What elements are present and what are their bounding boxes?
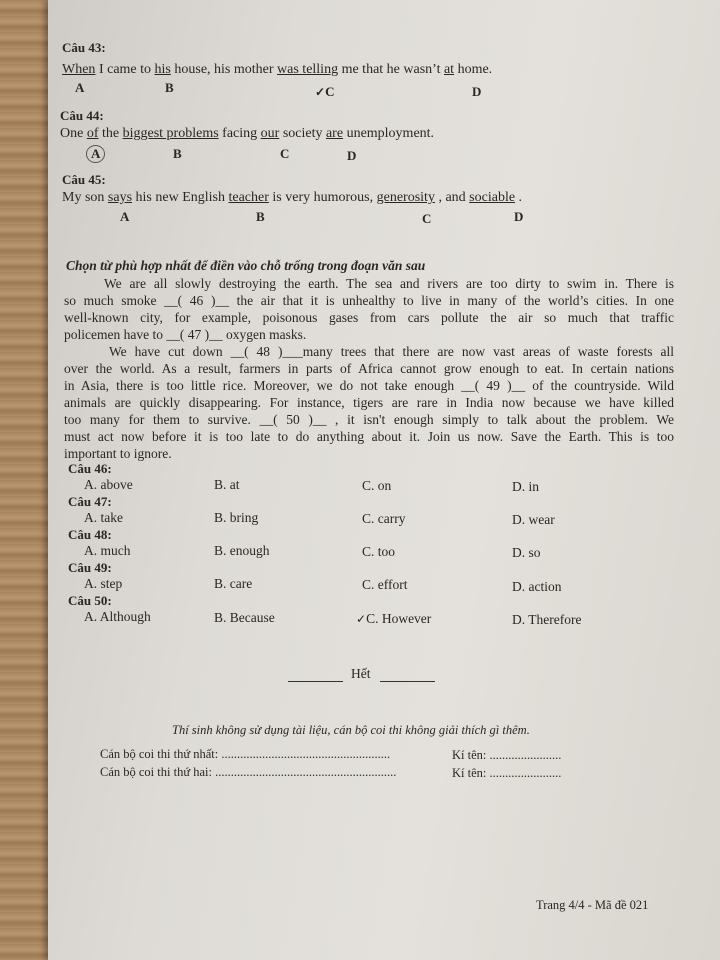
passage-heading: Chọn từ phù hợp nhất để điền vào chỗ trống trong đoạn văn sau xyxy=(66,258,426,273)
q43-option-b[interactable]: B xyxy=(165,80,174,95)
page-number: Trang 4/4 - Mã đề 021 xyxy=(536,898,649,912)
q45-text: , and xyxy=(434,190,470,205)
end-marker: Hết xyxy=(351,666,371,681)
q47-label: Câu 47: xyxy=(68,494,112,509)
passage-line: too many for them to survive. __( 50 )__ , it isn't enough simply to talk about the problem. We xyxy=(64,412,674,427)
proctor-2-signature: Kí tên: ....................... xyxy=(452,766,562,780)
q50-option-b[interactable]: B. Because xyxy=(214,610,275,625)
q44-part-a: of xyxy=(86,126,99,141)
q47-option-b[interactable]: B. bring xyxy=(214,510,259,525)
q44-option-a[interactable] xyxy=(86,145,105,163)
pencil-check-icon: ✓ xyxy=(356,612,367,626)
passage-line: policemen have to __( 47 )__ oxygen masks. xyxy=(64,327,307,342)
q48-option-a[interactable]: A. much xyxy=(84,543,131,558)
q45-option-b[interactable]: B xyxy=(256,209,265,224)
passage-line: We are all slowly destroying the earth. The sea and rivers are too dirty to swim in. There is xyxy=(104,276,674,291)
q45-option-d[interactable]: D xyxy=(514,209,524,224)
q47-option-a[interactable]: A. take xyxy=(84,510,123,525)
q45-option-a[interactable]: A xyxy=(120,209,130,224)
q45-text: My son xyxy=(62,190,108,205)
q45-option-c[interactable]: C xyxy=(422,211,432,226)
proctor-2-line: Cán bộ coi thi thứ hai: .......................................................... xyxy=(100,765,397,779)
q44-text: One xyxy=(60,126,87,141)
q46-option-c[interactable]: C. on xyxy=(362,478,392,493)
end-line-right xyxy=(380,681,435,682)
q46-option-a[interactable]: A. above xyxy=(84,477,133,492)
q44-part-b: biggest problems xyxy=(122,126,219,141)
q43-option-c-letter: C xyxy=(325,84,335,99)
q48-label: Câu 48: xyxy=(68,527,112,542)
q43-option-a[interactable]: A xyxy=(75,80,85,95)
footer-note: Thí sinh không sử dụng tài liệu, cán bộ coi thi không giải thích gì thêm. xyxy=(172,723,530,737)
q49-option-b[interactable]: B. care xyxy=(214,576,253,591)
passage-line: important to ignore. xyxy=(64,446,172,461)
q45-part-b: teacher xyxy=(228,190,269,205)
q46-label: Câu 46: xyxy=(68,461,112,476)
q44-text: facing xyxy=(218,126,261,141)
q44-part-d: are xyxy=(325,126,344,141)
passage-line: well-known city, for example, poisonous gases from cars pollute the air so much that traffic xyxy=(64,310,674,325)
q47-option-d[interactable]: D. wear xyxy=(512,512,555,527)
q50-option-a[interactable]: A. Although xyxy=(84,609,151,624)
pencil-check-icon: ✓ xyxy=(315,85,326,99)
proctor-1-signature: Kí tên: ....................... xyxy=(452,748,562,762)
q43-part-c: was telling xyxy=(277,62,339,77)
q49-option-d[interactable]: D. action xyxy=(512,579,562,594)
q50-option-c-text: C. However xyxy=(366,611,432,626)
q45-text: . xyxy=(515,190,523,205)
passage-line: animals are quickly disappearing. For instance, tigers are rare in India now because we have killed xyxy=(64,395,674,410)
q43-text: I came to xyxy=(95,62,155,77)
q45-part-d: sociable xyxy=(469,190,516,205)
end-line-left xyxy=(288,681,343,682)
q44-part-c: our xyxy=(260,126,280,141)
q43-part-b: his xyxy=(154,62,171,77)
q49-option-c[interactable]: C. effort xyxy=(362,577,408,592)
q44-sentence xyxy=(60,126,434,142)
q43-option-c[interactable] xyxy=(315,84,334,100)
q43-sentence xyxy=(62,62,492,78)
q45-part-a: says xyxy=(107,190,133,205)
q48-option-b[interactable]: B. enough xyxy=(214,543,270,558)
q44-option-d[interactable]: D xyxy=(347,148,357,163)
q45-text: is very humorous, xyxy=(268,190,377,205)
q47-option-c[interactable]: C. carry xyxy=(362,511,406,526)
q44-option-a-circled: A xyxy=(86,145,105,163)
q43-label: Câu 43: xyxy=(62,40,106,55)
q45-label: Câu 45: xyxy=(62,172,106,187)
q50-option-d[interactable]: D. Therefore xyxy=(512,612,582,627)
q43-text: house, his mother xyxy=(170,62,278,77)
q44-label: Câu 44: xyxy=(60,108,104,123)
q50-option-c[interactable] xyxy=(356,611,431,627)
passage-line: over the world. As a result, farmers in parts of Africa cannot grow enough to eat. In certain nations xyxy=(64,361,674,376)
q43-part-a: When xyxy=(62,62,96,77)
q44-option-c[interactable]: C xyxy=(280,146,290,161)
passage-line: so much smoke __( 46 )__ the air that it is unhealthy to live in many of the world’s cities. In one xyxy=(64,293,674,308)
proctor-1-line: Cán bộ coi thi thứ nhất: ...................................................... xyxy=(100,747,391,761)
q44-option-b[interactable]: B xyxy=(173,146,182,161)
q45-sentence xyxy=(62,190,522,206)
q46-option-b[interactable]: B. at xyxy=(214,477,240,492)
passage-line: must act now before it is too late to do anything about it. Join us now. Save the Earth. This is too xyxy=(64,429,674,444)
q48-option-c[interactable]: C. too xyxy=(362,544,396,559)
q50-label: Câu 50: xyxy=(68,593,112,608)
q49-option-a[interactable]: A. step xyxy=(84,576,123,591)
passage-line: in Asia, there is too little rice. Moreover, we do not take enough __( 49 )__ of the countryside. Wild xyxy=(64,378,674,393)
q44-text: unemployment. xyxy=(343,126,435,141)
q46-option-d[interactable]: D. in xyxy=(512,479,539,494)
q43-part-d: at xyxy=(443,62,455,77)
q44-text: society xyxy=(279,126,326,141)
q43-option-d[interactable]: D xyxy=(472,84,482,99)
q44-text: the xyxy=(98,126,123,141)
q43-text: me that he wasn’t xyxy=(338,62,444,77)
q43-text: home. xyxy=(454,62,493,77)
q45-text: his new English xyxy=(132,190,229,205)
passage-line: We have cut down __( 48 )___many trees that there are now vast areas of waste forests all xyxy=(109,344,674,359)
q49-label: Câu 49: xyxy=(68,560,112,575)
q48-option-d[interactable]: D. so xyxy=(512,545,541,560)
q45-part-c: generosity xyxy=(376,190,435,205)
